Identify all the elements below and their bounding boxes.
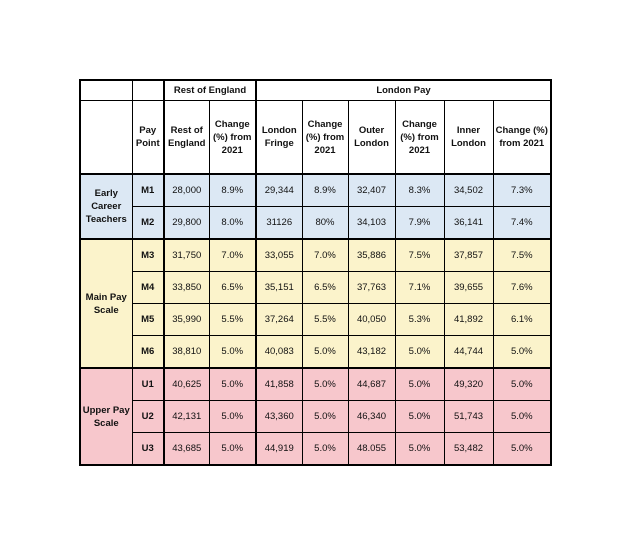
band-label-early-career: Early Career Teachers (80, 174, 132, 239)
rest-of-england-salary: 28,000 (164, 174, 209, 207)
rest-of-england-change: 5.0% (209, 368, 256, 401)
inner-london-change: 5.0% (493, 336, 551, 369)
london-fringe-change: 5.0% (302, 368, 348, 401)
london-fringe-salary: 33,055 (256, 239, 302, 272)
inner-london-salary: 44,744 (444, 336, 493, 369)
group-header-london-pay: London Pay (256, 80, 551, 101)
london-fringe-salary: 35,151 (256, 272, 302, 304)
rest-of-england-change: 5.5% (209, 304, 256, 336)
inner-london-change: 5.0% (493, 401, 551, 433)
outer-london-salary: 32,407 (348, 174, 395, 207)
table-row (80, 336, 551, 369)
rest-of-england-change: 5.0% (209, 401, 256, 433)
inner-london-change: 7.6% (493, 272, 551, 304)
outer-london-change: 5.0% (395, 336, 444, 369)
col-header-change: Change (%) from 2021 (395, 101, 444, 175)
london-fringe-change: 5.0% (302, 336, 348, 369)
rest-of-england-change: 5.0% (209, 336, 256, 369)
table-row (80, 368, 551, 401)
london-fringe-change: 5.0% (302, 433, 348, 466)
outer-london-salary: 35,886 (348, 239, 395, 272)
col-header-change: Change (%) from 2021 (302, 101, 348, 175)
inner-london-salary: 34,502 (444, 174, 493, 207)
outer-london-salary: 37,763 (348, 272, 395, 304)
london-fringe-salary: 37,264 (256, 304, 302, 336)
rest-of-england-change: 5.0% (209, 433, 256, 466)
pay-point: M5 (132, 304, 164, 336)
inner-london-salary: 36,141 (444, 207, 493, 240)
pay-point: M6 (132, 336, 164, 369)
rest-of-england-change: 7.0% (209, 239, 256, 272)
table-row (80, 401, 551, 433)
outer-london-salary: 44,687 (348, 368, 395, 401)
inner-london-change: 7.3% (493, 174, 551, 207)
inner-london-salary: 41,892 (444, 304, 493, 336)
pay-point: U3 (132, 433, 164, 466)
col-header-change: Change (%) from 2021 (493, 101, 551, 175)
col-header-change: Change (%) from 2021 (209, 101, 256, 175)
pay-point: M1 (132, 174, 164, 207)
rest-of-england-salary: 29,800 (164, 207, 209, 240)
inner-london-change: 6.1% (493, 304, 551, 336)
inner-london-salary: 53,482 (444, 433, 493, 466)
outer-london-salary: 46,340 (348, 401, 395, 433)
rest-of-england-change: 8.9% (209, 174, 256, 207)
pay-point: U2 (132, 401, 164, 433)
inner-london-salary: 49,320 (444, 368, 493, 401)
london-fringe-salary: 29,344 (256, 174, 302, 207)
outer-london-salary: 40,050 (348, 304, 395, 336)
table-row (80, 304, 551, 336)
rest-of-england-salary: 31,750 (164, 239, 209, 272)
col-header-outer-london: Outer London (348, 101, 395, 175)
inner-london-salary: 37,857 (444, 239, 493, 272)
rest-of-england-salary: 35,990 (164, 304, 209, 336)
outer-london-salary: 43,182 (348, 336, 395, 369)
table-row (80, 174, 551, 207)
outer-london-change: 5.0% (395, 433, 444, 466)
pay-point: M3 (132, 239, 164, 272)
london-fringe-change: 80% (302, 207, 348, 240)
rest-of-england-change: 8.0% (209, 207, 256, 240)
inner-london-salary: 51,743 (444, 401, 493, 433)
empty-header-cell (80, 101, 132, 175)
group-header-rest-of-england: Rest of England (164, 80, 256, 101)
outer-london-change: 7.5% (395, 239, 444, 272)
pay-point: M2 (132, 207, 164, 240)
london-fringe-change: 5.0% (302, 401, 348, 433)
col-header-inner-london: Inner London (444, 101, 493, 175)
outer-london-change: 5.0% (395, 368, 444, 401)
london-fringe-salary: 40,083 (256, 336, 302, 369)
group-header-row (80, 80, 551, 101)
inner-london-change: 7.4% (493, 207, 551, 240)
inner-london-change: 5.0% (493, 368, 551, 401)
rest-of-england-salary: 40,625 (164, 368, 209, 401)
table-row (80, 239, 551, 272)
outer-london-change: 5.0% (395, 401, 444, 433)
inner-london-change: 7.5% (493, 239, 551, 272)
outer-london-change: 7.1% (395, 272, 444, 304)
inner-london-change: 5.0% (493, 433, 551, 466)
inner-london-salary: 39,655 (444, 272, 493, 304)
outer-london-salary: 34,103 (348, 207, 395, 240)
col-header-rest-of-england: Rest of England (164, 101, 209, 175)
rest-of-england-salary: 43,685 (164, 433, 209, 466)
rest-of-england-salary: 33,850 (164, 272, 209, 304)
outer-london-change: 7.9% (395, 207, 444, 240)
london-fringe-salary: 43,360 (256, 401, 302, 433)
band-label-main-pay: Main Pay Scale (80, 239, 132, 368)
pay-point: M4 (132, 272, 164, 304)
table-row (80, 272, 551, 304)
outer-london-change: 8.3% (395, 174, 444, 207)
empty-header-cell (80, 80, 132, 101)
col-header-pay-point: Pay Point (132, 101, 164, 175)
london-fringe-salary: 31126 (256, 207, 302, 240)
table-row (80, 207, 551, 240)
london-fringe-change: 7.0% (302, 239, 348, 272)
london-fringe-salary: 44,919 (256, 433, 302, 466)
london-fringe-change: 8.9% (302, 174, 348, 207)
outer-london-change: 5.3% (395, 304, 444, 336)
london-fringe-change: 5.5% (302, 304, 348, 336)
pay-point: U1 (132, 368, 164, 401)
column-header-row (80, 101, 551, 175)
rest-of-england-salary: 42,131 (164, 401, 209, 433)
london-fringe-salary: 41,858 (256, 368, 302, 401)
teacher-pay-table (79, 79, 552, 466)
outer-london-salary: 48.055 (348, 433, 395, 466)
table-row (80, 433, 551, 466)
rest-of-england-change: 6.5% (209, 272, 256, 304)
col-header-london-fringe: London Fringe (256, 101, 302, 175)
empty-header-cell (132, 80, 164, 101)
rest-of-england-salary: 38,810 (164, 336, 209, 369)
london-fringe-change: 6.5% (302, 272, 348, 304)
band-label-upper-pay: Upper Pay Scale (80, 368, 132, 465)
